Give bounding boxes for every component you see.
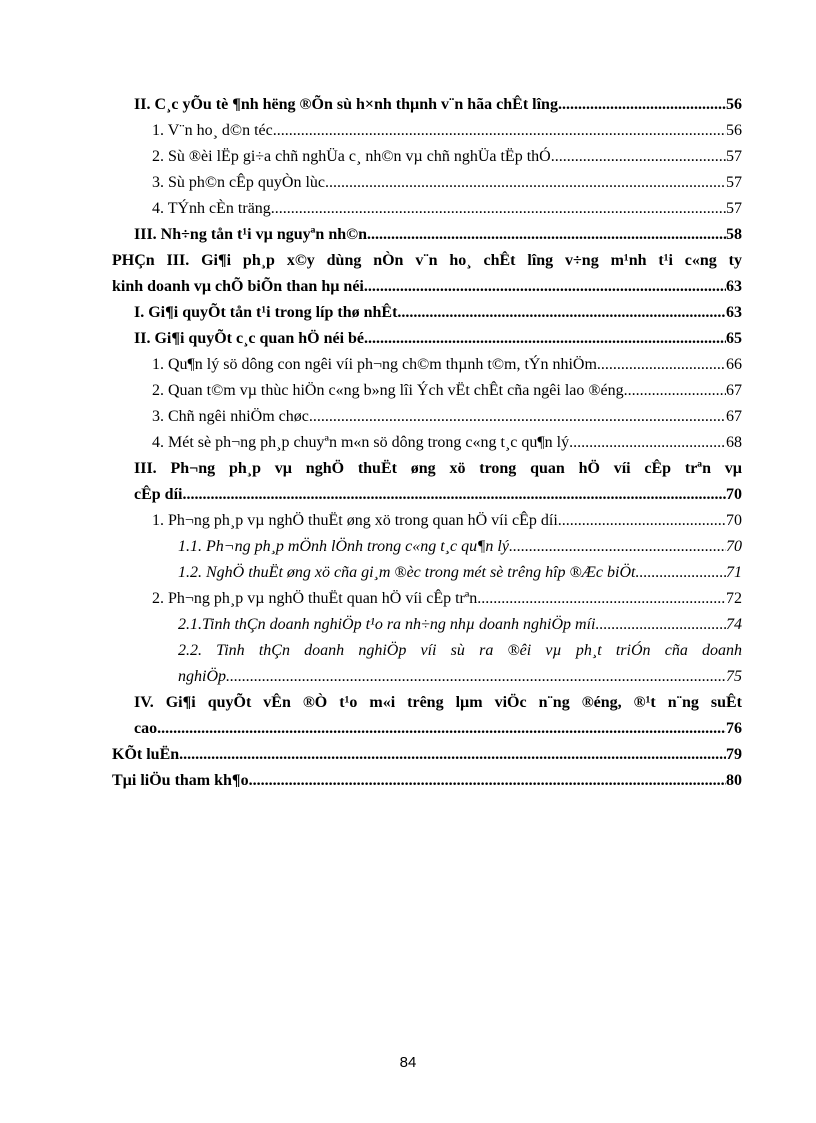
- toc-entry: [178, 560, 742, 586]
- toc-entry-title: 1.2. NghÖ thuËt øng xö cña gi¸m ®èc trong mét sè trêng hîp ®Æc biÖt: [178, 564, 636, 581]
- toc-entry-page: 71: [726, 564, 742, 581]
- dot-leader: [596, 612, 727, 638]
- toc-entry-page: 68: [726, 434, 742, 451]
- toc-entry-title-line1: III. Ph¬ng ph¸p vµ nghÖ thuËt øng xö trong quan hÖ víi cÊp trªn vµ: [134, 460, 742, 477]
- dot-leader: [477, 586, 726, 612]
- dot-leader: [364, 326, 726, 352]
- toc-entry-title-line2: nghiÖp: [178, 668, 226, 685]
- toc-entry-title: 2.1.Tinh thÇn doanh nghiÖp t¹o ra nh÷ng nhµ doanh nghiÖp míi: [178, 616, 596, 633]
- toc-entry: [152, 170, 742, 196]
- toc-entry-page: 65: [726, 330, 742, 347]
- toc-entry: [178, 638, 742, 690]
- dot-leader: [249, 768, 726, 794]
- toc-entry-page: 66: [726, 356, 742, 373]
- dot-leader: [325, 170, 726, 196]
- dot-leader: [309, 404, 726, 430]
- toc-entry-title: 3. Sù ph©n cÊp quyÒn lùc: [152, 174, 326, 191]
- toc-entry: [152, 430, 742, 456]
- toc-entry-page: 57: [726, 200, 742, 217]
- toc-entry: [152, 378, 742, 404]
- toc-entry-page: 80: [726, 772, 742, 789]
- toc-entry-page: 72: [726, 590, 742, 607]
- toc-entry-page: 75: [726, 668, 742, 685]
- toc-entry: [152, 144, 742, 170]
- page-number: 84: [399, 1054, 417, 1071]
- toc-entry: [134, 92, 742, 118]
- toc-entry-title: 1. Ph¬ng ph¸p vµ nghÖ thuËt øng xö trong quan hÖ víi cÊp díi: [152, 512, 558, 529]
- dot-leader: [271, 196, 726, 222]
- toc-entry-page: 67: [726, 382, 742, 399]
- dot-leader: [179, 742, 726, 768]
- toc-entry-title: II. Gi¶i quyÕt c¸c quan hÖ néi bé: [134, 330, 365, 347]
- dot-leader: [364, 274, 726, 300]
- toc-entry-page: 63: [726, 304, 742, 321]
- toc-entry: [134, 326, 742, 352]
- toc-entry-title-line1: PHÇn III. Gi¶i ph¸p x©y dùng nÒn v¨n ho¸ chÊt lîng v÷ng m¹nh t¹i c«ng ty: [112, 252, 742, 269]
- toc-entry-title: Tµi liÖu tham kh¶o: [112, 772, 249, 789]
- toc-entry-page: 70: [726, 512, 742, 529]
- toc-entry: [134, 456, 742, 508]
- toc-entry-title: 2. Quan t©m vµ thùc hiÖn c«ng b»ng lîi Ých vËt chÊt cña ngêi lao ®éng: [152, 382, 624, 399]
- toc-entry-title: III. Nh÷ng tån t¹i vµ nguyªn nh©n: [134, 226, 367, 243]
- toc-entry-title-line2: kinh doanh vµ chÕ biÕn than hµ néi: [112, 278, 364, 295]
- toc-entry: [152, 586, 742, 612]
- toc-entry-page: 56: [726, 122, 742, 139]
- toc-entry-title: 4. Mét sè ph¬ng ph¸p chuyªn m«n sö dông trong c«ng t¸c qu¶n lý: [152, 434, 570, 451]
- toc-entry-title: 1.1. Ph¬ng ph¸p mÖnh lÖnh trong c«ng t¸c qu¶n lý: [178, 538, 509, 555]
- dot-leader: [367, 222, 726, 248]
- toc-entry-title: KÕt luËn: [112, 746, 180, 763]
- dot-leader: [569, 430, 726, 456]
- toc-entry-title: 4. TÝnh cÈn träng: [152, 200, 271, 217]
- dot-leader: [509, 534, 726, 560]
- toc-entry-title: 3. Chñ ngêi nhiÖm chøc: [152, 408, 309, 425]
- toc-entry: [134, 222, 742, 248]
- toc-entry-title: I. Gi¶i quyÕt tån t¹i trong líp thø nhÊt: [134, 304, 398, 321]
- toc-entry: [152, 508, 742, 534]
- toc-entry: [152, 352, 742, 378]
- toc-entry-title: 1. Qu¶n lý sö dông con ngêi víi ph¬ng ch©m thµnh t©m, tÝn nhiÖm: [152, 356, 597, 373]
- toc-entry-page: 79: [726, 746, 742, 763]
- dot-leader: [597, 352, 726, 378]
- toc-entry: [152, 404, 742, 430]
- toc-entry-title: 1. V¨n ho¸ d©n téc: [152, 122, 273, 139]
- toc-entry-page: 63: [726, 278, 742, 295]
- toc-entry: [112, 248, 742, 300]
- toc-entry-title-line2: cao: [134, 720, 158, 737]
- toc-entry-page: 57: [726, 174, 742, 191]
- toc-entry-page: 67: [726, 408, 742, 425]
- toc-entry-title-line1: 2.2. Tinh thÇn doanh nghiÖp víi sù ra ®êi vµ ph¸t triÓn cña doanh: [178, 642, 742, 659]
- dot-leader: [558, 508, 726, 534]
- dot-leader: [226, 664, 726, 690]
- toc-entry-title: II. C¸c yÕu tè ¶nh hëng ®Õn sù h×nh thµnh v¨n hãa chÊt lîng: [134, 96, 558, 113]
- toc-entry-page: 58: [726, 226, 742, 243]
- toc-entry: [152, 118, 742, 144]
- dot-leader: [624, 378, 726, 404]
- toc-entry: [134, 300, 742, 326]
- toc-entry-title-line1: IV. Gi¶i quyÕt vÊn ®Ò t¹o m«i trêng lµm viÖc n¨ng ®éng, ®¹t n¨ng suÊt: [134, 694, 742, 711]
- toc-entry-page: 76: [726, 720, 742, 737]
- toc-entry: [134, 690, 742, 742]
- table-of-contents: [112, 92, 742, 794]
- dot-leader: [551, 144, 726, 170]
- dot-leader: [182, 482, 726, 508]
- toc-entry-page: 70: [726, 538, 742, 555]
- dot-leader: [397, 300, 726, 326]
- toc-entry-page: 56: [726, 96, 742, 113]
- toc-entry-page: 74: [726, 616, 742, 633]
- dot-leader: [558, 92, 726, 118]
- toc-entry: [178, 534, 742, 560]
- dot-leader: [273, 118, 726, 144]
- toc-entry-title-line2: cÊp díi: [134, 486, 183, 503]
- toc-entry: [152, 196, 742, 222]
- toc-entry-title: 2. Sù ®èi lËp gi÷a chñ nghÜa c¸ nh©n vµ chñ nghÜa tËp thÓ: [152, 148, 551, 165]
- toc-entry: [112, 768, 742, 794]
- toc-entry: [178, 612, 742, 638]
- dot-leader: [157, 716, 726, 742]
- toc-entry-page: 57: [726, 148, 742, 165]
- dot-leader: [635, 560, 726, 586]
- toc-entry-title: 2. Ph¬ng ph¸p vµ nghÖ thuËt quan hÖ víi cÊp trªn: [152, 590, 478, 607]
- toc-entry: [112, 742, 742, 768]
- toc-entry-page: 70: [726, 486, 742, 503]
